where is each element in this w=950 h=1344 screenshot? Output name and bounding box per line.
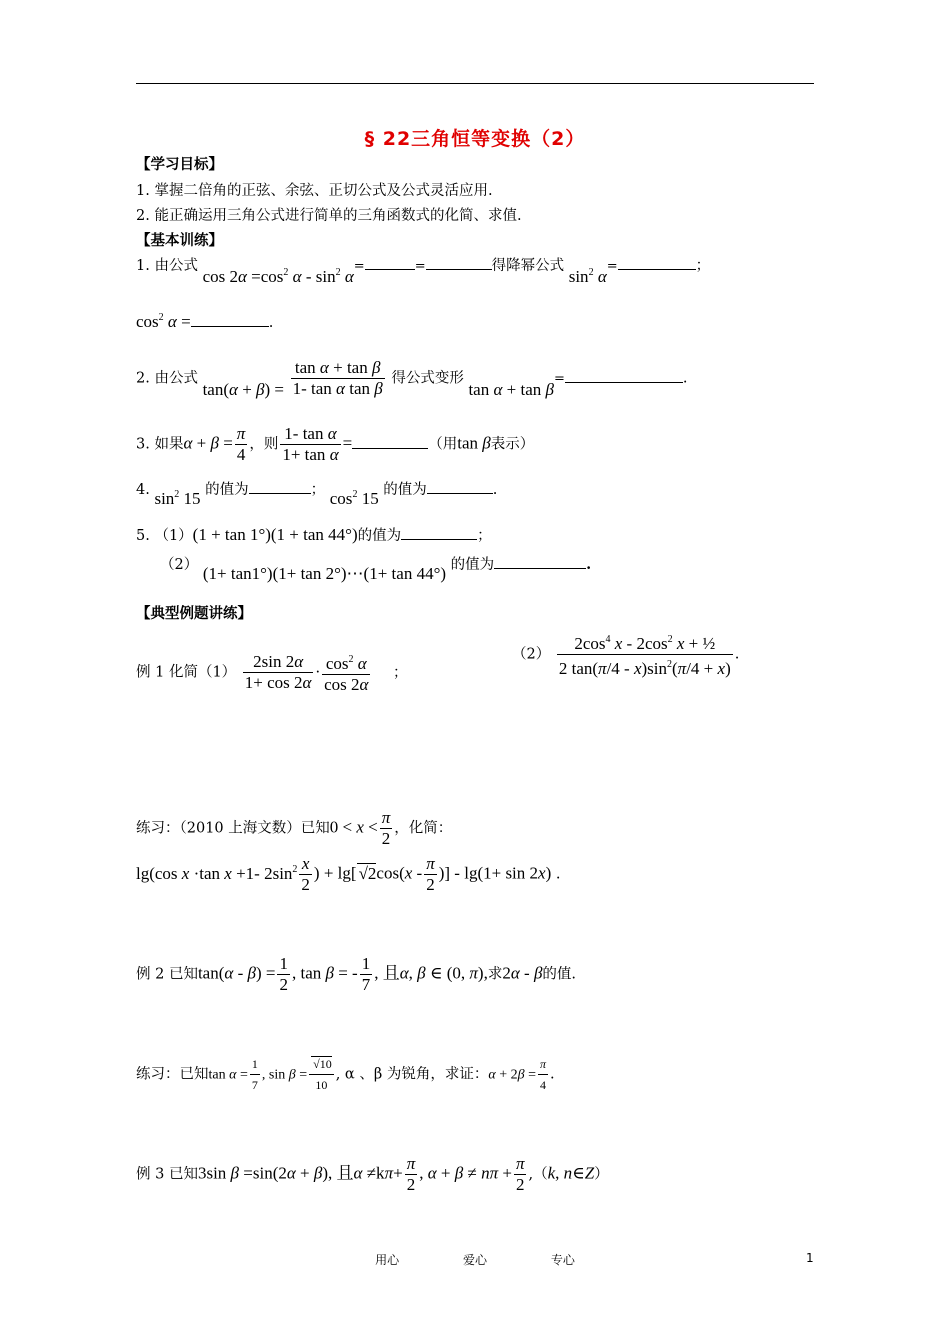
- section-examples: 【典型例题讲练】: [136, 606, 252, 622]
- example-3: 例 3 已知3sin β =sin(2α + β), 且α ≠kπ+ $\frac{\pi}{2}$ , α + β ≠ nπ + $\frac{\pi}{2}$ ,（k, n∈Z）: [136, 1154, 609, 1194]
- ex3-text-c: ）: [594, 1166, 609, 1183]
- q4-text-b: 的值为: [205, 482, 249, 498]
- example-1-part2: （2） $\frac{2\cos^4 x - 2\cos^2 x + \frac{1}{2}}{2 \tan(\pi/4 - x)\sin^2(\pi/4 + x)}$ .: [512, 630, 739, 679]
- q1-text-b: 得降幂公式: [491, 258, 565, 274]
- example-2: 例 2 已知tan(α - β) = $\frac{1}{2}$ , tan β = - $\frac{1}{7}$ , 且α, β ∈ (0, π),求2α - β的值.: [136, 954, 577, 994]
- footer-item: 爱心: [462, 1253, 487, 1267]
- practice-1: 练习：（2010 上海文数）已知0 < x < $\frac{\pi}{2}$ ，化简：: [136, 808, 453, 848]
- q5-1-text-a: 5. （1）: [136, 528, 193, 544]
- header-rule: [136, 83, 814, 84]
- example-1: 例 1 化简（1） $\frac{2\sin 2\alpha}{1+ \cos 2\alpha}$ · $\frac{\cos^2 \alpha}{\cos 2\alpha}$ ；: [136, 652, 408, 694]
- question-5-2: （2） (1+ tan1°)(1+ tan 2°)⋯(1+ tan 44°) 的值为 .: [160, 556, 592, 583]
- question-2: 2. 由公式 tan(α + β) = $\frac{\text{tan α + tan β}}{\text{1- tan α tan β}}$ 得公式变形 tan α + tan β= .: [136, 358, 688, 399]
- practice2-text-a: 练习：已知: [136, 1066, 209, 1083]
- ex2-text-b: 求: [487, 966, 503, 983]
- q5-2-text-b: 的值为: [450, 557, 495, 573]
- q1-text-a: 1. 由公式: [136, 258, 198, 274]
- ex3-label: 例 3 已知: [136, 1166, 198, 1183]
- ex3-text-b: （: [533, 1166, 548, 1183]
- q2-text-b: 得公式变形: [391, 370, 464, 387]
- section-goals: 【学习目标】: [136, 157, 223, 173]
- question-5-1: 5. （1）(1 + tan 1°)(1 + tan 44°)的值为 ；: [136, 525, 492, 544]
- goal-2: 2. 能正确运用三角公式进行简单的三角函数式的化简、求值.: [136, 208, 522, 224]
- ex2-label: 例 2 已知: [136, 966, 198, 983]
- practice1-text-a: 练习：（2010 上海文数）已知: [136, 820, 330, 837]
- q5-1-text-b: 的值为: [357, 528, 402, 544]
- practice1-text-b: ，化简：: [394, 820, 453, 837]
- question-4: 4. $\sin^2 15$ 的值为 ； $\cos^2 15$ 的值为 .: [136, 478, 497, 499]
- section-basic: 【基本训练】: [136, 233, 223, 249]
- q5-2-text-a: （2）: [160, 557, 199, 573]
- q3-text-c: （用: [428, 436, 458, 453]
- q4-text-c: 的值为: [383, 482, 427, 498]
- q3-text-b: ，则: [249, 436, 279, 453]
- ex1-label: 例 1 化简（1）: [136, 664, 237, 681]
- q3-text-a: 3. 如果: [136, 436, 184, 453]
- page-number: 1: [806, 1251, 814, 1265]
- question-3: 3. 如果α + β = $\frac{\pi}{4}$ ，则 $\frac{\text{1- tan α}}{\text{1+ tan α}}$ = （用tan β表示）: [136, 424, 535, 464]
- ex1-part2-label: （2）: [512, 646, 551, 663]
- practice2-text-b: α 、β 为锐角，求证：: [344, 1066, 489, 1083]
- goal-1: 1. 掌握二倍角的正弦、余弦、正切公式及公式灵活应用.: [136, 183, 493, 199]
- question-1: 1. 由公式 $\cos 2\alpha =\cos^2$ $\alpha - \sin^2 \alpha=$ = 得降幂公式 $\sin^2 \alpha=$ ；: [136, 254, 710, 275]
- practice-1-expr: lg(cos x ·tan x +1- $2\sin^2$ $\frac{x}{2}$ ) + lg[ √2cos(x - $\frac{\pi}{2}$ )] - lg(1+ sin 2x) .: [136, 854, 561, 894]
- q4-text-a: 4.: [136, 482, 150, 498]
- footer-item: 专心: [550, 1253, 575, 1267]
- practice-2: 练习：已知tan α = $\frac{1}{7}$ , sin β = $\frac{√10}{10}$ , α 、β 为锐角，求证：α + 2β = $\frac{\pi}{4}$ .: [136, 1054, 555, 1095]
- footer-item: 用心: [375, 1253, 400, 1267]
- q2-text-a: 2. 由公式: [136, 370, 198, 387]
- q3-text-d: 表示）: [490, 436, 535, 453]
- ex2-text-c: 的值.: [542, 966, 577, 983]
- page-title: § 22三角恒等变换（2）: [364, 128, 586, 150]
- question-1-cont: $\cos^2 \alpha$ = .: [136, 312, 274, 331]
